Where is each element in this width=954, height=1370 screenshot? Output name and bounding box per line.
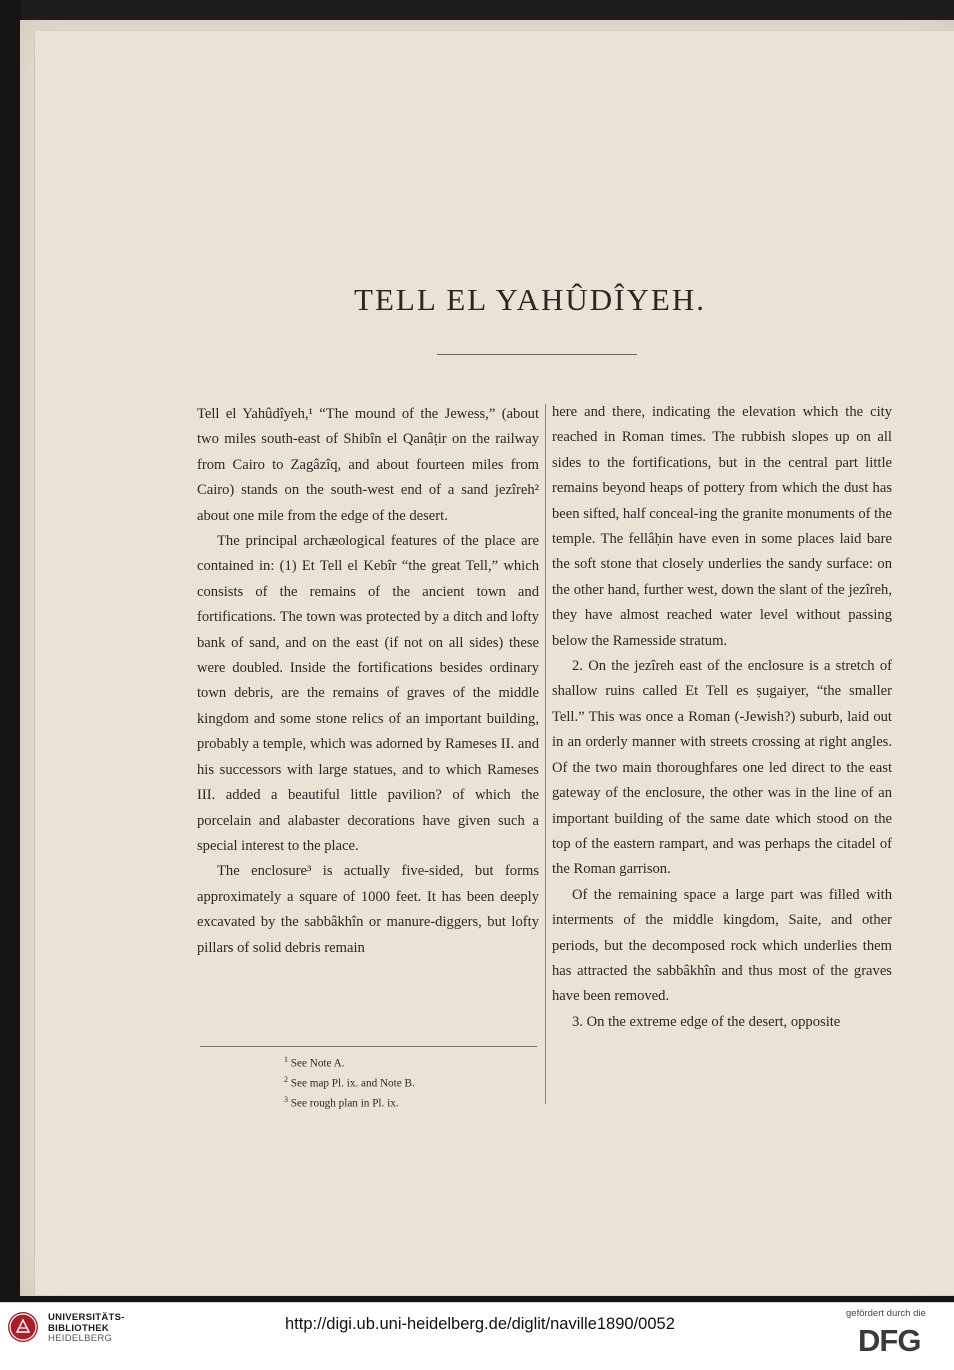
dfg-logo-icon: DFG: [858, 1323, 921, 1358]
column-divider: [545, 404, 546, 1104]
left-column: [197, 402, 539, 961]
footnote-item: $^1$ See Note A.: [284, 1055, 345, 1070]
footnotes: [284, 1052, 534, 1112]
funder-caption: gefördert durch die: [846, 1308, 926, 1319]
footnote-item: $^3$ See rough plan in Pl. ix.: [284, 1095, 399, 1111]
paragraph-tell-el-yahudiyeh: Tell el Yahûdîyeh,¹ “The mound of the Jewess,” (about two miles south-east of Shibîn el Qanâṭir on the railway from Cairo to Zagâzîq, and about fourteen miles from Cairo) stands on the south-west end of a sand jezîreh² about one mile from the edge of the desert.: [197, 406, 539, 524]
paragraph-smaller-tell: 2. On the jezîreh east of the enclosure is a stretch of shallow ruins called Et Tell es ṣugaiyer, “the smaller Tell.” This was once a Roman (-Jewish?) suburb, laid out in an orderly manner with streets crossing at right angles. Of the two main thoroughfares one led direct to the east gateway of the enclosure, the other was in the line of an important building of the same date which stood on the top of the eastern rampart, and was perhaps the citadel of the Roman garrison.: [552, 658, 892, 878]
paragraph-principal-features: The principal archæological features of the place are contained in: (1) Et Tell el Kebîr “the great Tell,” which consists of the remains of the ancient town and fortifications. The town was protected by a ditch and lofty bank of sand, and on the east (if not on all sides) these were doubled. Inside the fortifications besides ordinary town debris, are the remains of graves of the middle kingdom and some stone relics of an important building, probably a temple, which was adorned by Rameses II. and his successors with large statues, and to which Rameses III. added a beautiful little pavilion? of which the porcelain and alabaster decorations have given such a special interest to the place.: [197, 533, 539, 854]
library-banner: [0, 1302, 954, 1370]
university-seal-icon: [8, 1312, 38, 1342]
institution-name: UNIVERSITÄTS- BIBLIOTHEK HEIDELBERG: [48, 1312, 125, 1344]
title-rule: [437, 354, 637, 355]
paragraph-enclosure: The enclosure³ is actually five-sided, but forms approximately a square of 1000 feet. It has been deeply excavated by the sabbâkhîn or manure-diggers, but lofty pillars of solid debris remain: [197, 863, 539, 956]
footnote-item: $^2$ See map Pl. ix. and Note B.: [284, 1075, 415, 1090]
scan-dark-margin: [0, 0, 22, 1300]
footnote-rule: [200, 1046, 537, 1047]
permalink-url[interactable]: http://digi.ub.uni-heidelberg.de/diglit/naville1890/0052: [285, 1315, 675, 1333]
paragraph-rubbish-slopes: here and there, indicating the elevation which the city reached in Roman times. The rubbish slopes up on all sides to the fortifications, but in the central part little remains beyond heaps of pottery from which the dust has been sifted, half conceal-ing the granite monuments of the temple. The fellâḥin have even in some places laid bare the soft stone that closely underlies the sandy surface: on the other hand, further west, down the slant of the jezîreh, they have almost reached water level without passing below the Ramesside stratum.: [552, 404, 892, 649]
right-column: [552, 400, 892, 1035]
paragraph-desert-edge: 3. On the extreme edge of the desert, opposite: [572, 1013, 841, 1030]
paragraph-remaining-space: Of the remaining space a large part was filled with interments of the middle kingdom, Saite, and other periods, but the decomposed rock which underlies them has attracted the sabbâkhîn and thus most of the graves have been removed.: [552, 886, 892, 1005]
page-title: TELL EL YAHÛDÎYEH.: [354, 282, 706, 317]
